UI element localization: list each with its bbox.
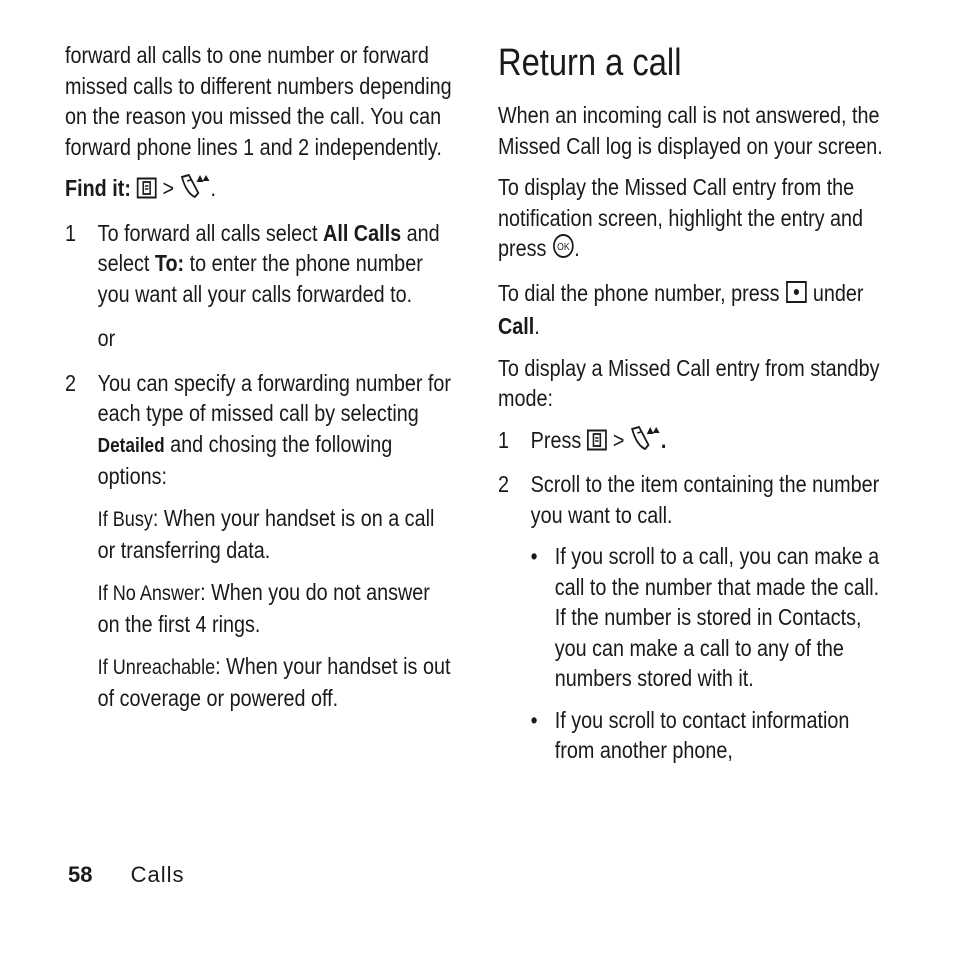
recent-calls-icon: [180, 173, 211, 207]
find-it-separator: >: [162, 175, 175, 201]
all-calls-option: All Calls: [323, 219, 402, 246]
list-item: 2 You can specify a forwarding number for each type of missed call by selecting Detailed and chosing the following options:: [65, 369, 451, 489]
item-number: 1: [498, 426, 510, 453]
paragraph-dial: To dial the phone number, press under Call.: [498, 279, 864, 339]
svg-text:OK: OK: [556, 241, 570, 253]
section-heading: Return a call: [498, 42, 682, 84]
bullet-dot: •: [530, 543, 538, 569]
option-if-unreachable: If Unreachable: When your handset is out of coverage or powered off.: [97, 652, 451, 711]
intro-paragraph: forward all calls to one number or forward missed calls to different numbers depending on the reason you missed the call. You can forward phone lines 1 and 2 independently.: [65, 42, 452, 160]
list-item: 1 To forward all calls select All Calls and select To: to enter the phone number you want all your calls forwarded to.: [65, 219, 440, 307]
bullet-item: • If you scroll to contact information from another phone,: [530, 706, 850, 763]
page-footer: [68, 862, 185, 888]
page-number: 58: [68, 862, 93, 887]
soft-key-icon: [785, 280, 807, 312]
recent-calls-icon: [630, 425, 661, 459]
find-it-label: Find it:: [65, 175, 131, 201]
paragraph-missed-call-log: When an incoming call is not answered, the Missed Call log is displayed on your screen.: [498, 102, 883, 159]
to-option: To:: [154, 250, 185, 276]
section-name: Calls: [130, 862, 185, 887]
menu-key-icon: [587, 428, 608, 459]
menu-key-icon: [136, 176, 157, 207]
bullet-item: • If you scroll to a call, you can make a call to the number that made the call. If the number is stored in Contacts, you can make a call to any of the numbers stored with it.: [530, 543, 880, 691]
left-column: [65, 40, 455, 725]
list-item: 2 Scroll to the item containing the number you want to call.: [498, 471, 880, 528]
call-softkey-label: Call: [498, 313, 535, 339]
detailed-option: Detailed: [97, 434, 165, 457]
option-if-busy: If Busy: When your handset is on a call or transferring data.: [97, 504, 435, 563]
find-it-line: Find it: > .: [65, 173, 454, 207]
ok-key-icon: [552, 233, 574, 267]
paragraph-standby: To display a Missed Call entry from standby mode:: [498, 354, 880, 411]
option-if-no-answer: If No Answer: When you do not answer on the first 4 rings.: [97, 578, 430, 637]
item-number: 1: [65, 219, 77, 246]
right-column: [498, 40, 888, 777]
list-item: 1 Press > .: [498, 425, 887, 459]
item-number: 2: [498, 471, 510, 497]
bullet-dot: •: [530, 706, 538, 733]
item-number: 2: [65, 369, 77, 396]
or-text: or: [97, 325, 116, 351]
paragraph-notification: To display the Missed Call entry from the notification screen, highlight the entry and press OK .: [498, 172, 887, 267]
